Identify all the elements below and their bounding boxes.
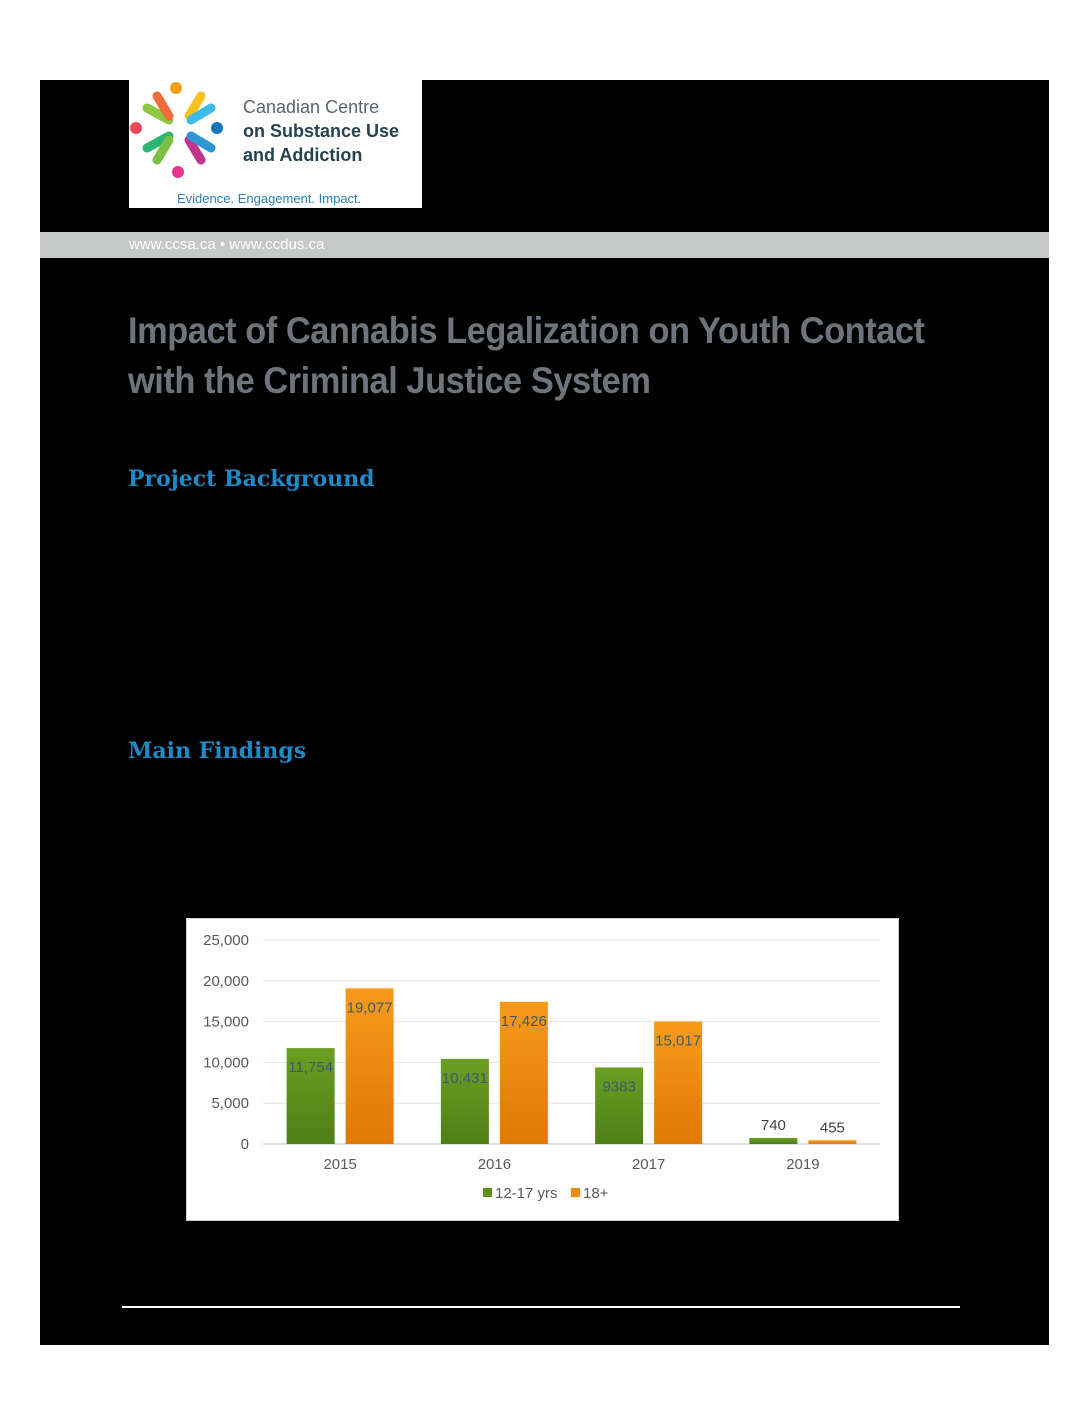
logo — [129, 80, 422, 208]
legend-swatch — [483, 1188, 492, 1197]
org-name-line1: Canadian Centre — [243, 97, 380, 117]
y-tick-label: 20,000 — [203, 972, 249, 990]
org-name — [243, 95, 423, 167]
x-tick-label: 2015 — [323, 1156, 357, 1173]
heading-main-findings: Main Findings — [128, 738, 307, 764]
data-label: 10,431 — [441, 1069, 488, 1087]
y-tick-label: 0 — [240, 1136, 249, 1153]
heading-project-background: Project Background — [128, 466, 375, 492]
y-tick-label: 10,000 — [203, 1054, 249, 1072]
x-tick-label: 2017 — [631, 1156, 666, 1173]
data-label: 9383 — [602, 1078, 636, 1096]
org-name-line2: on Substance Use — [243, 121, 400, 141]
bar-chart — [186, 918, 899, 1221]
legend-label: 18+ — [583, 1185, 609, 1202]
legend-swatch — [571, 1188, 580, 1197]
data-label: 15,017 — [655, 1032, 702, 1050]
y-tick-label: 15,000 — [203, 1013, 249, 1031]
x-tick-label: 2016 — [477, 1156, 512, 1173]
bar-youth-2019 — [749, 1138, 797, 1144]
bar-adult-2019 — [808, 1140, 856, 1144]
legend-label: 12-17 yrs — [495, 1185, 558, 1202]
org-name-line3: and Addiction — [243, 145, 363, 165]
url-bar — [40, 232, 1049, 258]
data-label: 740 — [760, 1116, 786, 1134]
y-tick-label: 5,000 — [211, 1095, 249, 1113]
x-tick-label: 2019 — [786, 1156, 820, 1173]
document-title: Impact of Cannabis Legalization on Youth Contact with the Criminal Justice System — [128, 310, 925, 401]
ccsa-logo-icon — [129, 80, 239, 190]
footer-rule — [122, 1306, 960, 1308]
data-label: 11,754 — [288, 1059, 334, 1077]
data-label: 455 — [819, 1119, 845, 1137]
website-links[interactable]: www.ccsa.ca • www.ccdus.ca — [129, 236, 325, 253]
data-label: 17,426 — [500, 1012, 547, 1030]
tagline: Evidence. Engagement. Impact. — [177, 191, 362, 206]
data-label: 19,077 — [346, 999, 393, 1017]
y-tick-label: 25,000 — [203, 932, 249, 949]
chart-svg — [187, 919, 900, 1222]
